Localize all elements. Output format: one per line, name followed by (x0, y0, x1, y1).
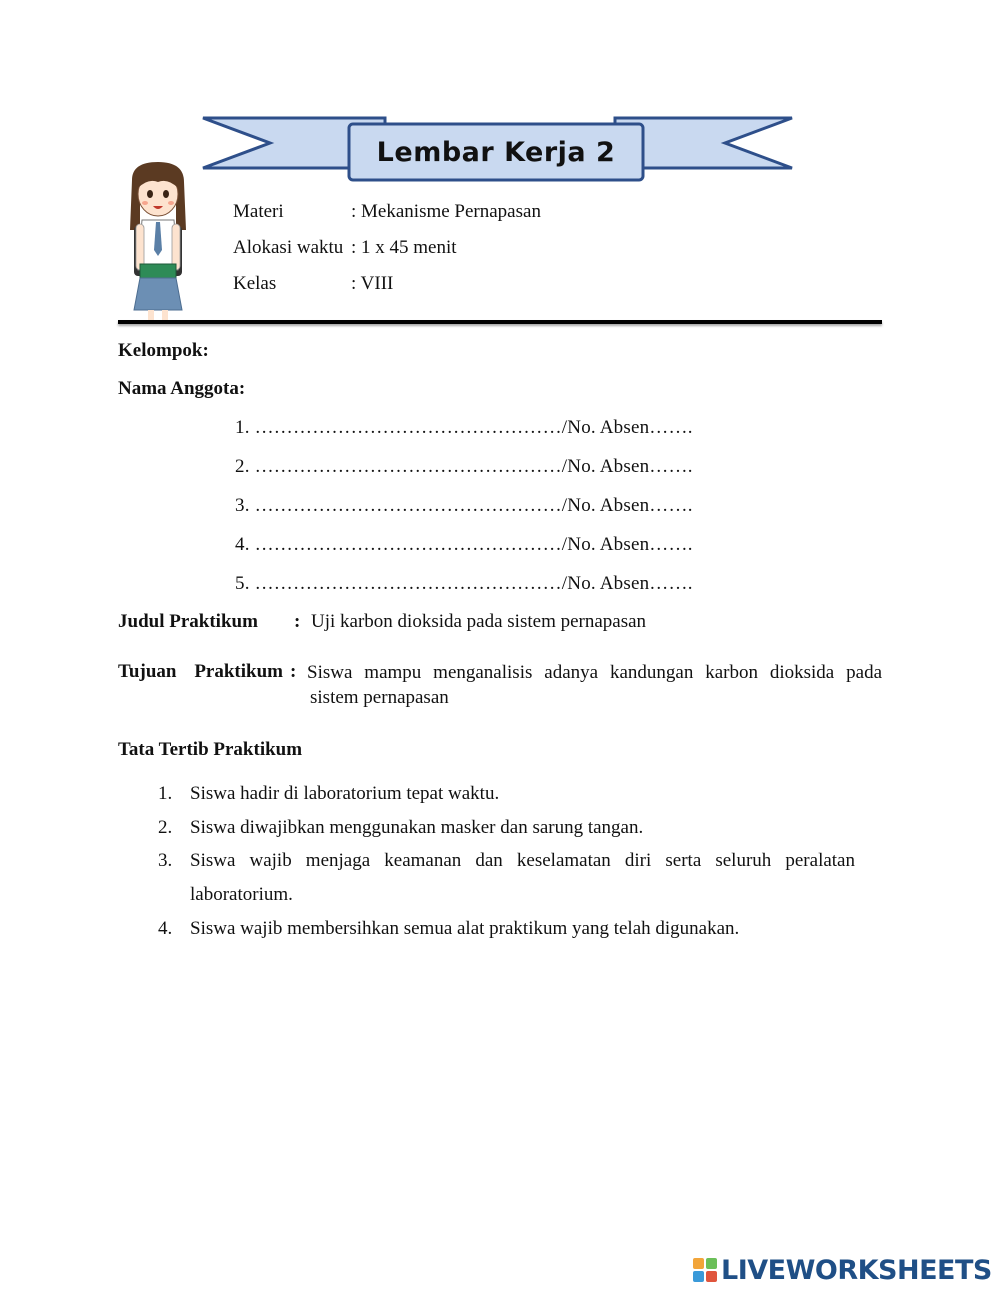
tujuan-colon: : (290, 661, 297, 682)
info-value: : 1 x 45 menit (351, 237, 457, 258)
info-label: Kelas (233, 273, 277, 294)
tujuan-line-2: sistem pernapasan (310, 687, 449, 708)
judul-colon: : (294, 611, 301, 632)
info-label: Alokasi waktu (233, 237, 344, 258)
rule-text: Siswa wajib membersihkan semua alat praktikum yang telah digunakan. (190, 918, 740, 939)
info-row-materi (233, 201, 541, 223)
group-label: Kelompok: (118, 340, 209, 361)
liveworksheets-icon (693, 1258, 717, 1282)
rules-heading: Tata Tertib Praktikum (118, 739, 303, 760)
rule-text: Siswa wajib menjaga keamanan dan keselamatan diri serta seluruh peralatan (190, 850, 855, 871)
rule-text: Siswa diwajibkan menggunakan masker dan sarung tangan. (190, 817, 644, 838)
judul-label: Judul Praktikum (118, 611, 258, 632)
rule-number: 3. (158, 850, 173, 871)
header-divider (118, 320, 882, 324)
rule-number: 4. (158, 918, 173, 939)
rule-number: 1. (158, 783, 173, 804)
tujuan-label: Tujuan Praktikum (118, 661, 283, 682)
member-line[interactable]: 5. …………………………………………/No. Absen……. (235, 573, 693, 594)
info-row-alokasi-waktu (233, 237, 457, 259)
rule-text: Siswa hadir di laboratorium tepat waktu. (190, 783, 500, 804)
info-row-kelas (233, 273, 393, 295)
info-label: Materi (233, 201, 284, 222)
member-line[interactable]: 2. …………………………………………/No. Absen……. (235, 456, 693, 477)
member-line[interactable]: 4. …………………………………………/No. Absen……. (235, 534, 693, 555)
rule-number: 2. (158, 817, 173, 838)
members-label: Nama Anggota: (118, 378, 246, 399)
tujuan-line-1: Siswa mampu menganalisis adanya kandungan karbon dioksida pada (307, 662, 882, 683)
info-value: : VIII (351, 273, 394, 294)
logo-text: LIVEWORKSHEETS (721, 1254, 992, 1286)
info-value: : Mekanisme Pernapasan (351, 201, 541, 222)
worksheet-title: Lembar Kerja 2 (376, 136, 616, 168)
member-line[interactable]: 3. …………………………………………/No. Absen……. (235, 495, 693, 516)
rule-text-continued: laboratorium. (190, 884, 293, 905)
member-line[interactable]: 1. …………………………………………/No. Absen……. (235, 417, 693, 438)
judul-value: Uji karbon dioksida pada sistem pernapasan (311, 611, 647, 632)
liveworksheets-logo[interactable] (693, 1254, 992, 1286)
student-girl-illustration (118, 160, 198, 322)
